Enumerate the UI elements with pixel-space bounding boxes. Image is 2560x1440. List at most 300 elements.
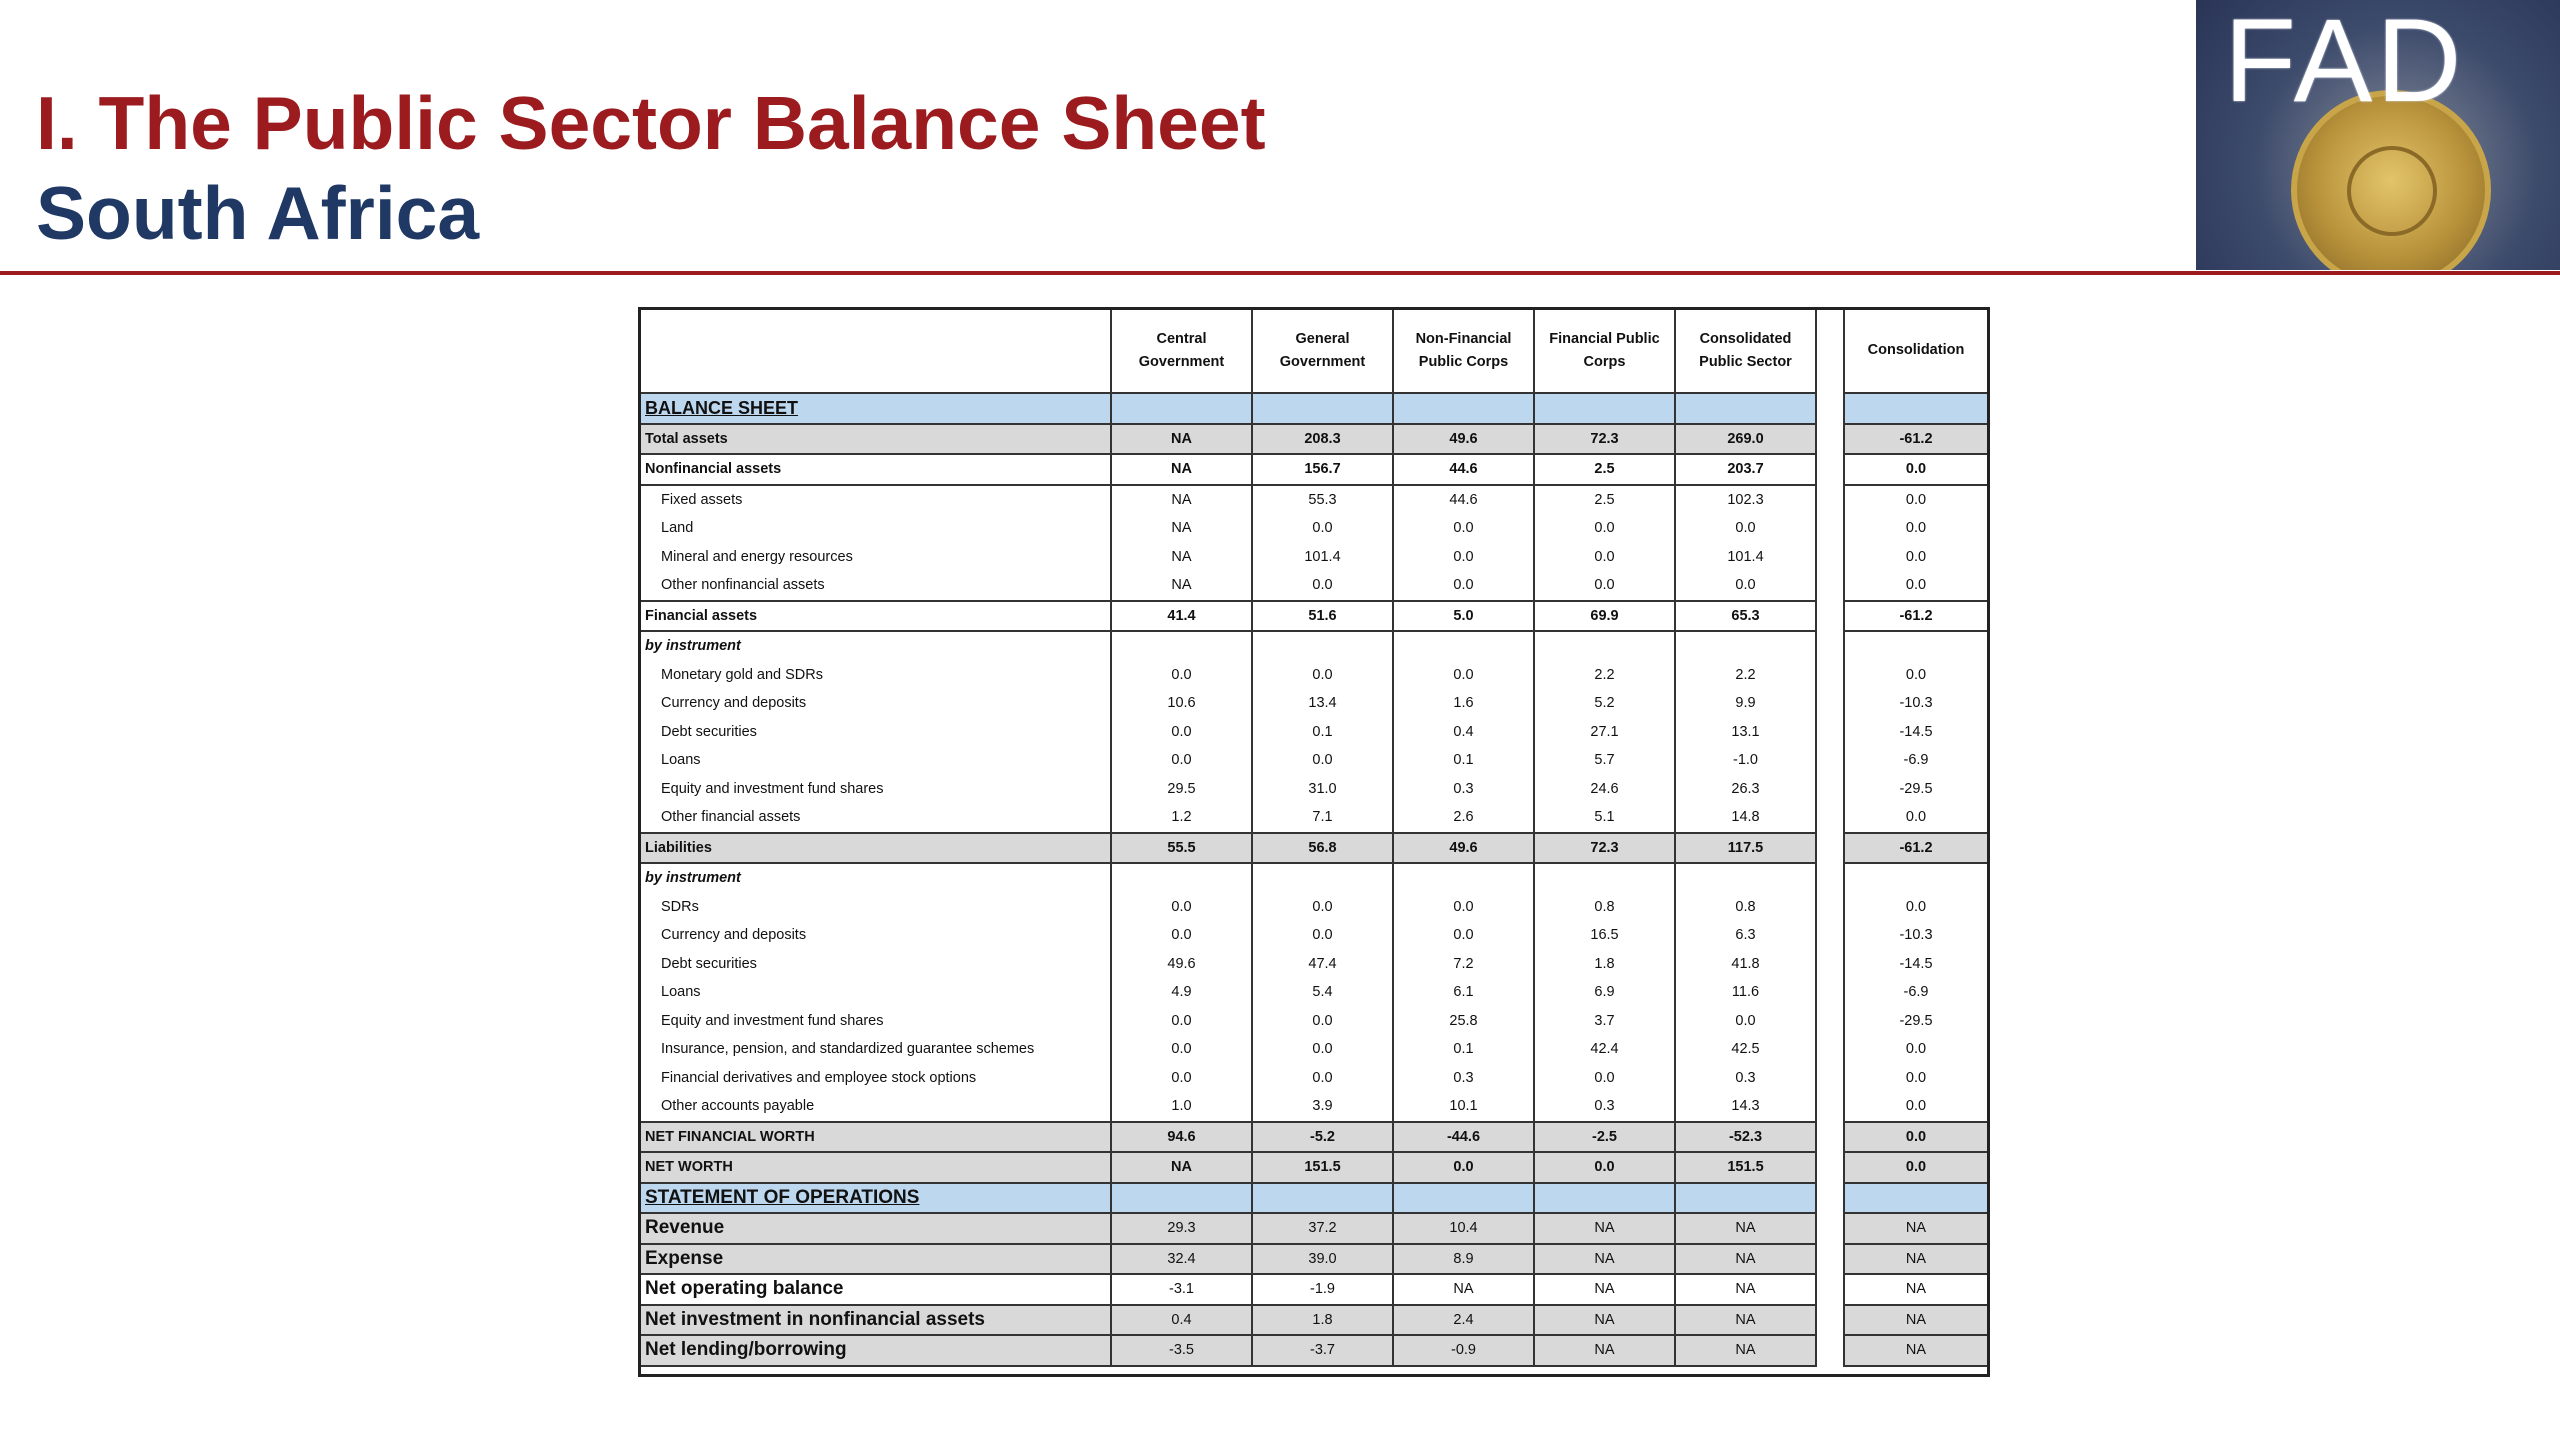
column-header: Non-Financial Public Corps xyxy=(1393,310,1534,393)
cell-value xyxy=(1393,631,1534,661)
row-label: by instrument xyxy=(641,631,1111,661)
cell-value xyxy=(1534,1183,1675,1214)
cell-value: 0.8 xyxy=(1534,893,1675,922)
cell-value: -3.7 xyxy=(1252,1335,1393,1366)
row-label: Other accounts payable xyxy=(641,1092,1111,1122)
cell-value: 101.4 xyxy=(1252,543,1393,572)
table-row xyxy=(641,833,1987,864)
row-label: Net investment in nonfinancial assets xyxy=(641,1305,1111,1336)
cell-value: 41.4 xyxy=(1111,601,1252,632)
cell-value: 9.9 xyxy=(1675,689,1816,718)
row-label: by instrument xyxy=(641,863,1111,893)
consolidation-value: -10.3 xyxy=(1899,695,1933,712)
cell-value: 10.4 xyxy=(1393,1213,1534,1244)
cell-value: 0.0 xyxy=(1675,1007,1816,1036)
cell-value xyxy=(1393,863,1534,893)
table-row xyxy=(641,950,1987,979)
cell-value: 5.4 xyxy=(1252,978,1393,1007)
consolidation-value: 0.0 xyxy=(1844,454,1987,485)
cell-value: 2.5 xyxy=(1534,454,1675,485)
cell-value: 14.8 xyxy=(1675,803,1816,833)
cell-value: 6.1 xyxy=(1393,978,1534,1007)
row-label: Total assets xyxy=(641,424,1111,455)
column-gap xyxy=(1816,1007,1844,1036)
cell-value: 0.0 xyxy=(1393,514,1534,543)
cell-value: 208.3 xyxy=(1252,424,1393,455)
row-label: Loans xyxy=(641,746,1111,775)
cell-value: 94.6 xyxy=(1111,1122,1252,1153)
row-label: Expense xyxy=(641,1244,1111,1275)
table-row xyxy=(641,803,1987,833)
cell-value: 56.8 xyxy=(1252,833,1393,864)
cell-value: 26.3 xyxy=(1675,775,1816,804)
cell-value: 117.5 xyxy=(1675,833,1816,864)
table-row xyxy=(641,571,1987,601)
cell-value xyxy=(1111,863,1252,893)
row-label: Liabilities xyxy=(641,833,1111,864)
cell-value: 0.0 xyxy=(1393,921,1534,950)
table-row xyxy=(641,543,1987,572)
cell-value: 0.4 xyxy=(1111,1305,1252,1336)
cell-value: 0.0 xyxy=(1111,921,1252,950)
table-row xyxy=(641,746,1987,775)
table-row xyxy=(641,514,1987,543)
cell-value xyxy=(1252,1183,1393,1214)
cell-value: NA xyxy=(1111,571,1252,601)
table-row xyxy=(641,1183,1987,1214)
cell-value xyxy=(1252,863,1393,893)
page-subtitle: South Africa xyxy=(36,171,480,255)
cell-value: 44.6 xyxy=(1393,485,1534,515)
table-row xyxy=(641,631,1987,661)
cell-value: 2.2 xyxy=(1675,661,1816,690)
cell-value: 10.6 xyxy=(1111,689,1252,718)
consolidation-value: -61.2 xyxy=(1844,833,1987,864)
cell-value: 0.1 xyxy=(1393,746,1534,775)
row-label: Revenue xyxy=(641,1213,1111,1244)
cell-value: 0.3 xyxy=(1393,775,1534,804)
cell-value: 51.6 xyxy=(1252,601,1393,632)
cell-value: 7.2 xyxy=(1393,950,1534,979)
column-gap xyxy=(1816,661,1844,690)
row-label: Equity and investment fund shares xyxy=(641,775,1111,804)
cell-value: 2.2 xyxy=(1534,661,1675,690)
cell-value xyxy=(1675,631,1816,661)
column-gap xyxy=(1816,833,1844,864)
cell-value: 5.7 xyxy=(1534,746,1675,775)
cell-value: 65.3 xyxy=(1675,601,1816,632)
cell-value: 49.6 xyxy=(1111,950,1252,979)
cell-value: NA xyxy=(1534,1335,1675,1366)
balance-sheet-table xyxy=(641,310,1987,1367)
consolidation-value: 0.0 xyxy=(1905,577,1927,594)
column-gap xyxy=(1816,718,1844,747)
cell-value xyxy=(1534,393,1675,424)
cell-value: 0.0 xyxy=(1111,1064,1252,1093)
column-gap xyxy=(1816,978,1844,1007)
cell-value: -1.0 xyxy=(1675,746,1816,775)
column-gap xyxy=(1816,1213,1844,1244)
table-row xyxy=(641,1213,1987,1244)
table-row xyxy=(641,689,1987,718)
table-row xyxy=(641,978,1987,1007)
cell-value: 13.4 xyxy=(1252,689,1393,718)
consolidation-value: 0.0 xyxy=(1844,1152,1987,1183)
consolidation-value xyxy=(1844,863,1987,893)
cell-value: 0.8 xyxy=(1675,893,1816,922)
column-gap xyxy=(1816,1064,1844,1093)
cell-value: 10.1 xyxy=(1393,1092,1534,1122)
column-gap xyxy=(1816,1335,1844,1366)
row-label: NET FINANCIAL WORTH xyxy=(641,1122,1111,1153)
cell-value: NA xyxy=(1111,424,1252,455)
cell-value: 1.2 xyxy=(1111,803,1252,833)
cell-value: 0.0 xyxy=(1534,543,1675,572)
cell-value: 6.9 xyxy=(1534,978,1675,1007)
cell-value: 0.0 xyxy=(1393,1152,1534,1183)
cell-value: NA xyxy=(1111,514,1252,543)
cell-value: 42.5 xyxy=(1675,1035,1816,1064)
cell-value: 102.3 xyxy=(1675,485,1816,515)
cell-value: NA xyxy=(1675,1244,1816,1275)
cell-value: 49.6 xyxy=(1393,833,1534,864)
cell-value: 0.0 xyxy=(1252,1035,1393,1064)
column-gap xyxy=(1816,893,1844,922)
column-header: Central Government xyxy=(1111,310,1252,393)
cell-value: -44.6 xyxy=(1393,1122,1534,1153)
table-row xyxy=(641,1007,1987,1036)
cell-value: 0.1 xyxy=(1393,1035,1534,1064)
consolidation-value: -6.9 xyxy=(1903,984,1929,1001)
row-label: Debt securities xyxy=(641,718,1111,747)
cell-value: 0.0 xyxy=(1252,1064,1393,1093)
table-row xyxy=(641,718,1987,747)
cell-value: 3.9 xyxy=(1252,1092,1393,1122)
table-row xyxy=(641,485,1987,515)
consolidation-header: Consolidation xyxy=(1844,310,1987,393)
consolidation-value: -61.2 xyxy=(1844,601,1987,632)
cell-value xyxy=(1675,393,1816,424)
cell-value: 32.4 xyxy=(1111,1244,1252,1275)
cell-value: 0.0 xyxy=(1111,1035,1252,1064)
row-label: Financial derivatives and employee stock options xyxy=(641,1064,1111,1093)
consolidation-value: -10.3 xyxy=(1899,927,1933,944)
cell-value: NA xyxy=(1111,485,1252,515)
cell-value: 69.9 xyxy=(1534,601,1675,632)
column-gap xyxy=(1816,631,1844,661)
table-row xyxy=(641,1092,1987,1122)
row-label: Net lending/borrowing xyxy=(641,1335,1111,1366)
table-row xyxy=(641,1335,1987,1366)
cell-value: NA xyxy=(1111,454,1252,485)
cell-value xyxy=(1393,393,1534,424)
column-gap xyxy=(1816,1183,1844,1214)
cell-value xyxy=(1534,863,1675,893)
consolidation-value: -29.5 xyxy=(1899,1012,1933,1029)
cell-value: 55.5 xyxy=(1111,833,1252,864)
row-label: Financial assets xyxy=(641,601,1111,632)
cell-value: 2.6 xyxy=(1393,803,1534,833)
consolidation-value: NA xyxy=(1844,1244,1987,1275)
cell-value: 0.0 xyxy=(1111,661,1252,690)
consolidation-value: 0.0 xyxy=(1905,1041,1927,1058)
column-gap xyxy=(1816,485,1844,515)
consolidation-value: 0.0 xyxy=(1844,1122,1987,1153)
row-label: Other nonfinancial assets xyxy=(641,571,1111,601)
cell-value: 29.3 xyxy=(1111,1213,1252,1244)
cell-value: 0.0 xyxy=(1393,543,1534,572)
consolidation-value: -14.5 xyxy=(1899,723,1933,740)
cell-value: 31.0 xyxy=(1252,775,1393,804)
row-label: STATEMENT OF OPERATIONS xyxy=(641,1183,1111,1214)
row-label: SDRs xyxy=(641,893,1111,922)
column-header: Consolidated Public Sector xyxy=(1675,310,1816,393)
table-row xyxy=(641,863,1987,893)
cell-value: NA xyxy=(1675,1335,1816,1366)
consolidation-value: NA xyxy=(1844,1274,1987,1305)
cell-value: 27.1 xyxy=(1534,718,1675,747)
cell-value: -2.5 xyxy=(1534,1122,1675,1153)
cell-value: 0.1 xyxy=(1252,718,1393,747)
cell-value: 14.3 xyxy=(1675,1092,1816,1122)
table-row xyxy=(641,1064,1987,1093)
cell-value: 6.3 xyxy=(1675,921,1816,950)
cell-value: 49.6 xyxy=(1393,424,1534,455)
cell-value: 39.0 xyxy=(1252,1244,1393,1275)
cell-value: -0.9 xyxy=(1393,1335,1534,1366)
consolidation-value: 0.0 xyxy=(1905,491,1927,508)
row-label: Net operating balance xyxy=(641,1274,1111,1305)
table-row xyxy=(641,775,1987,804)
column-gap xyxy=(1816,1092,1844,1122)
cell-value: 0.0 xyxy=(1675,514,1816,543)
cell-value: 0.0 xyxy=(1252,1007,1393,1036)
cell-value: 0.0 xyxy=(1675,571,1816,601)
cell-value: 47.4 xyxy=(1252,950,1393,979)
column-gap xyxy=(1816,514,1844,543)
cell-value: 101.4 xyxy=(1675,543,1816,572)
table-row xyxy=(641,1305,1987,1336)
column-gap xyxy=(1816,775,1844,804)
cell-value: 13.1 xyxy=(1675,718,1816,747)
column-gap xyxy=(1816,1035,1844,1064)
cell-value: 0.0 xyxy=(1252,921,1393,950)
column-gap xyxy=(1816,1244,1844,1275)
row-label: BALANCE SHEET xyxy=(641,393,1111,424)
cell-value: NA xyxy=(1534,1244,1675,1275)
cell-value: 0.3 xyxy=(1534,1092,1675,1122)
column-header: General Government xyxy=(1252,310,1393,393)
consolidation-value: NA xyxy=(1844,1213,1987,1244)
row-label: Nonfinancial assets xyxy=(641,454,1111,485)
consolidation-value: 0.0 xyxy=(1905,666,1927,683)
page-title: I. The Public Sector Balance Sheet xyxy=(36,81,1266,165)
table-row xyxy=(641,454,1987,485)
cell-value: 55.3 xyxy=(1252,485,1393,515)
cell-value: 2.5 xyxy=(1534,485,1675,515)
cell-value xyxy=(1393,1183,1534,1214)
cell-value: 156.7 xyxy=(1252,454,1393,485)
cell-value: 0.0 xyxy=(1111,893,1252,922)
cell-value: 151.5 xyxy=(1675,1152,1816,1183)
cell-value xyxy=(1252,393,1393,424)
row-label: Mineral and energy resources xyxy=(641,543,1111,572)
consolidation-value: -61.2 xyxy=(1844,424,1987,455)
fad-logo xyxy=(2196,0,2560,270)
cell-value: NA xyxy=(1675,1305,1816,1336)
cell-value: NA xyxy=(1534,1305,1675,1336)
consolidation-value: -14.5 xyxy=(1899,955,1933,972)
table-row xyxy=(641,393,1987,424)
table-row xyxy=(641,1035,1987,1064)
cell-value: 0.0 xyxy=(1393,661,1534,690)
consolidation-value: NA xyxy=(1844,1335,1987,1366)
cell-value: 37.2 xyxy=(1252,1213,1393,1244)
cell-value: 2.4 xyxy=(1393,1305,1534,1336)
cell-value: 0.3 xyxy=(1675,1064,1816,1093)
column-gap xyxy=(1816,1152,1844,1183)
cell-value: -3.5 xyxy=(1111,1335,1252,1366)
cell-value: 5.1 xyxy=(1534,803,1675,833)
cell-value: 8.9 xyxy=(1393,1244,1534,1275)
cell-value: 42.4 xyxy=(1534,1035,1675,1064)
column-gap xyxy=(1816,689,1844,718)
consolidation-value: NA xyxy=(1844,1305,1987,1336)
consolidation-value xyxy=(1844,631,1987,661)
consolidation-value xyxy=(1844,393,1987,424)
column-gap xyxy=(1816,571,1844,601)
column-gap xyxy=(1816,601,1844,632)
cell-value: 24.6 xyxy=(1534,775,1675,804)
table-row xyxy=(641,893,1987,922)
cell-value: 4.9 xyxy=(1111,978,1252,1007)
title-divider xyxy=(0,271,2560,275)
row-label: Other financial assets xyxy=(641,803,1111,833)
consolidation-value: 0.0 xyxy=(1905,548,1927,565)
row-label: Insurance, pension, and standardized guarantee schemes xyxy=(641,1035,1111,1064)
cell-value: NA xyxy=(1534,1213,1675,1244)
cell-value: 41.8 xyxy=(1675,950,1816,979)
cell-value xyxy=(1111,393,1252,424)
cell-value xyxy=(1534,631,1675,661)
cell-value: NA xyxy=(1111,1152,1252,1183)
cell-value: 0.0 xyxy=(1534,571,1675,601)
cell-value: 0.0 xyxy=(1111,1007,1252,1036)
cell-value: NA xyxy=(1393,1274,1534,1305)
balance-sheet-table-frame xyxy=(638,307,1990,1377)
column-gap xyxy=(1816,1122,1844,1153)
row-label: NET WORTH xyxy=(641,1152,1111,1183)
column-gap xyxy=(1816,1274,1844,1305)
column-gap xyxy=(1816,1305,1844,1336)
cell-value: 151.5 xyxy=(1252,1152,1393,1183)
column-gap xyxy=(1816,863,1844,893)
column-gap xyxy=(1816,746,1844,775)
cell-value: 0.0 xyxy=(1252,661,1393,690)
cell-value: -1.9 xyxy=(1252,1274,1393,1305)
cell-value: -3.1 xyxy=(1111,1274,1252,1305)
cell-value xyxy=(1675,863,1816,893)
row-label: Currency and deposits xyxy=(641,689,1111,718)
cell-value: 0.0 xyxy=(1534,1064,1675,1093)
cell-value xyxy=(1675,1183,1816,1214)
cell-value: 25.8 xyxy=(1393,1007,1534,1036)
cell-value: 5.2 xyxy=(1534,689,1675,718)
consolidation-value: 0.0 xyxy=(1905,809,1927,826)
consolidation-value: -29.5 xyxy=(1899,780,1933,797)
column-gap xyxy=(1816,424,1844,455)
cell-value: NA xyxy=(1534,1274,1675,1305)
table-row xyxy=(641,921,1987,950)
cell-value: 16.5 xyxy=(1534,921,1675,950)
cell-value xyxy=(1111,1183,1252,1214)
cell-value: 29.5 xyxy=(1111,775,1252,804)
cell-value: 11.6 xyxy=(1675,978,1816,1007)
cell-value: 0.0 xyxy=(1111,718,1252,747)
cell-value: 0.0 xyxy=(1252,514,1393,543)
cell-value: 0.0 xyxy=(1393,893,1534,922)
consolidation-value xyxy=(1844,1183,1987,1214)
cell-value: 1.8 xyxy=(1534,950,1675,979)
cell-value: 7.1 xyxy=(1252,803,1393,833)
column-gap xyxy=(1816,393,1844,424)
cell-value: 44.6 xyxy=(1393,454,1534,485)
column-gap xyxy=(1816,310,1844,393)
cell-value: 0.0 xyxy=(1534,514,1675,543)
table-row xyxy=(641,1152,1987,1183)
row-label: Currency and deposits xyxy=(641,921,1111,950)
consolidation-value: 0.0 xyxy=(1905,1098,1927,1115)
column-gap xyxy=(1816,543,1844,572)
column-gap xyxy=(1816,803,1844,833)
cell-value xyxy=(1111,631,1252,661)
cell-value: 72.3 xyxy=(1534,424,1675,455)
table-row xyxy=(641,424,1987,455)
column-gap xyxy=(1816,921,1844,950)
column-header: Financial Public Corps xyxy=(1534,310,1675,393)
cell-value xyxy=(1252,631,1393,661)
table-row xyxy=(641,1244,1987,1275)
row-label: Loans xyxy=(641,978,1111,1007)
cell-value: -52.3 xyxy=(1675,1122,1816,1153)
logo-text: FAD xyxy=(2224,0,2466,127)
table-row xyxy=(641,1274,1987,1305)
table-row xyxy=(641,601,1987,632)
row-label: Fixed assets xyxy=(641,485,1111,515)
cell-value: 0.3 xyxy=(1393,1064,1534,1093)
consolidation-value: -6.9 xyxy=(1903,752,1929,769)
cell-value: 0.0 xyxy=(1393,571,1534,601)
cell-value: 0.0 xyxy=(1534,1152,1675,1183)
cell-value: NA xyxy=(1111,543,1252,572)
cell-value: 5.0 xyxy=(1393,601,1534,632)
row-label: Equity and investment fund shares xyxy=(641,1007,1111,1036)
table-header-row xyxy=(641,310,1987,393)
row-label: Land xyxy=(641,514,1111,543)
cell-value: -5.2 xyxy=(1252,1122,1393,1153)
cell-value: 0.0 xyxy=(1252,746,1393,775)
cell-value: 1.6 xyxy=(1393,689,1534,718)
consolidation-value: 0.0 xyxy=(1905,1069,1927,1086)
row-label: Monetary gold and SDRs xyxy=(641,661,1111,690)
cell-value: 0.0 xyxy=(1252,893,1393,922)
cell-value: 0.0 xyxy=(1111,746,1252,775)
cell-value: 1.0 xyxy=(1111,1092,1252,1122)
consolidation-value: 0.0 xyxy=(1905,520,1927,537)
row-label: Debt securities xyxy=(641,950,1111,979)
table-row xyxy=(641,1122,1987,1153)
table-row xyxy=(641,661,1987,690)
